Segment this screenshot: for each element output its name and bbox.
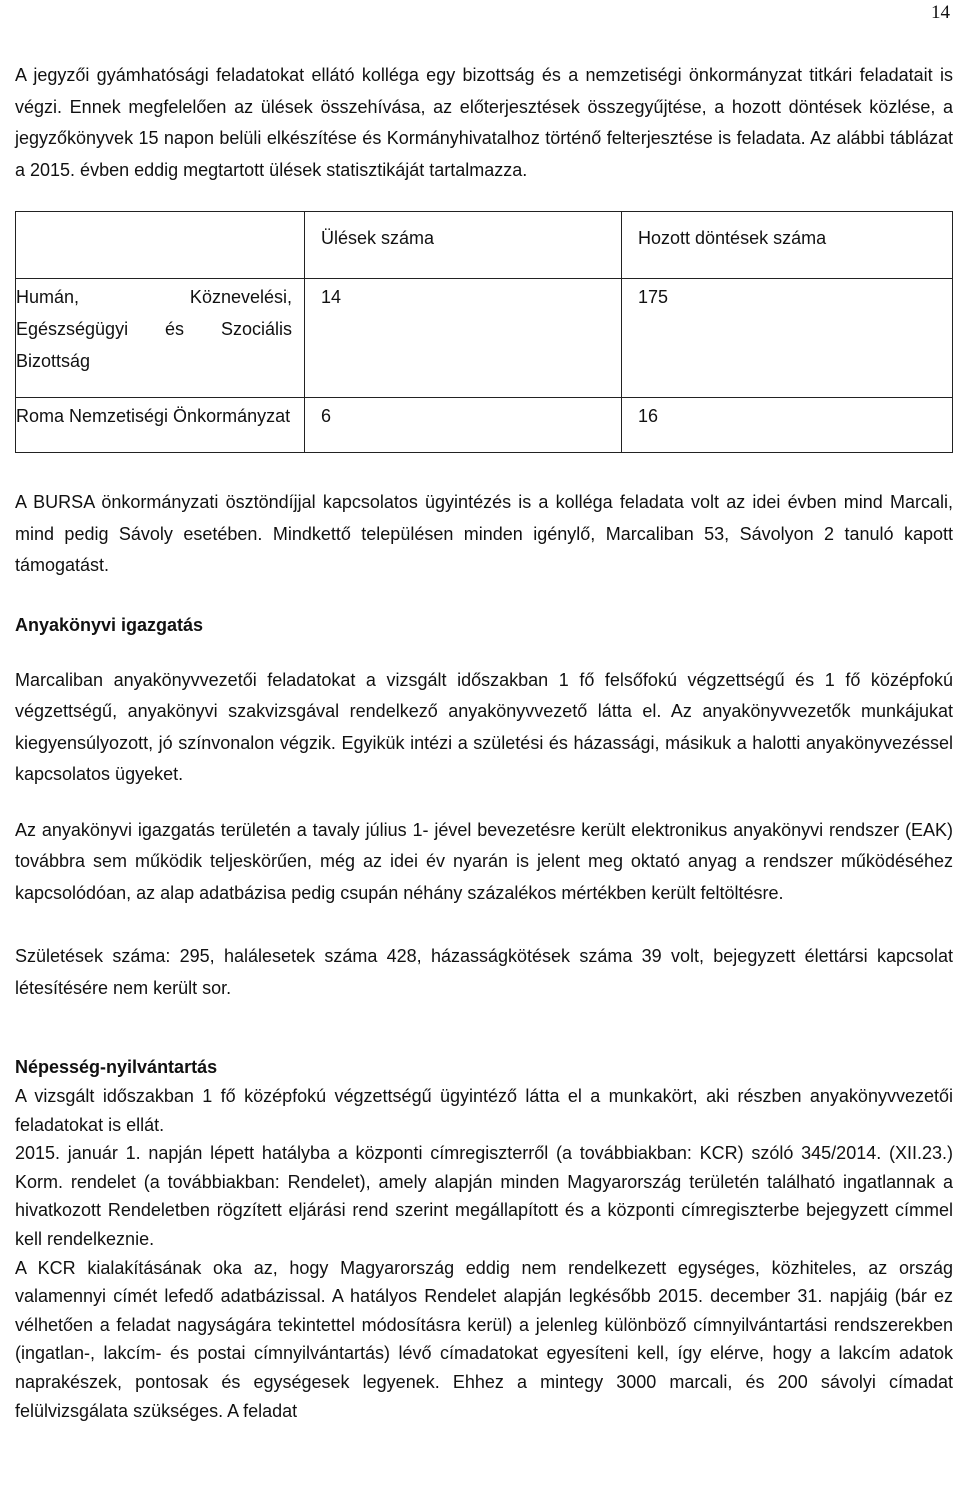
page-number: 14: [931, 2, 950, 23]
population-paragraph-3: A KCR kialakításának oka az, hogy Magyarország eddig nem rendelkezett egységes, közhiteles, az ország valamennyi címét lefedő adatbázissal. A hatályos Rendelet alapján legkésőbb 2015. december 31. napjáig (bár ez vélhetően a feladat nagyságára tekintettel módosításra kerül) a jelenleg különböző címnyilvántartási rendszerekben (ingatlan-, lakcím- és postai címnyilvántartás) lévő címadatokat egyesíteni kell, így elérve, hogy a lakcím adatok naprakészek, pontosak és egységesek legyenek. Ehhez a mintegy 3000 marcali, és 200 sávolyi címadat felülvizsgálata szükséges. A feladat: [15, 1257, 953, 1421]
population-paragraph-1: A vizsgált időszakban 1 fő középfokú végzettségű ügyintéző látta el a munkakört, aki részben anyakönyvvezetői feladatokat is ellát.: [15, 1086, 953, 1135]
table-header-row: [16, 212, 953, 279]
document-body: [15, 60, 953, 1425]
table-cell-decisions: 16: [622, 398, 953, 453]
table-header-sessions: Ülések száma: [305, 212, 622, 279]
population-paragraph-2: 2015. január 1. napján lépett hatályba a központi címregiszterről (a továbbiakban: KCR) szóló 345/2014. (XII.23.) Korm. rendelet (a továbbiakban: Rendelet), amely alapján minden Magyarország területén található ingatlannak a hivatkozott Rendeletben rögzített eljárási rend szerint megállapított és a központi címregiszterbe bejegyzett címmel kell rendelkeznie.: [15, 1143, 953, 1249]
table-header-empty: [16, 212, 305, 279]
table-cell-sessions: 14: [305, 279, 622, 398]
session-stats-table: [15, 211, 953, 453]
population-section-title: Népesség-nyilvántartás: [15, 1057, 218, 1077]
registry-section-title: Anyakönyvi igazgatás: [15, 614, 204, 635]
table-row-label: Humán, Köznevelési, Egészségügyi és Szociális Bizottság: [16, 279, 305, 398]
table-row-label: Roma Nemzetiségi Önkormányzat: [16, 398, 305, 453]
table-cell-sessions: 6: [305, 398, 622, 453]
table-row: [16, 398, 953, 453]
bursa-paragraph: A BURSA önkormányzati ösztöndíjjal kapcsolatos ügyintézés is a kolléga feladata volt az idei évben mind Marcali, mind pedig Sávoly esetében. Mindkettő településen minden igénylő, Marcaliban 53, Sávolyon 2 tanuló kapott támogatást.: [15, 492, 953, 575]
table-row: [16, 279, 953, 398]
table-cell-decisions: 175: [622, 279, 953, 398]
table-header-decisions: Hozott döntések száma: [622, 212, 953, 279]
registry-paragraph-1: Marcaliban anyakönyvvezetői feladatokat a vizsgált időszakban 1 fő felsőfokú végzettségű és 1 fő középfokú végzettségű, anyakönyvi szakvizsgával rendelkező anyakönyvvezető látta el. Az anyakönyvvezetők munkájukat kiegyensúlyozott, jó színvonalon végzik. Egyikük intézi a születési és házassági, másikuk a halotti anyakönyvezéssel kapcsolatos ügyeket.: [15, 669, 953, 784]
registry-paragraph-3: Születések száma: 295, halálesetek száma 428, házasságkötések száma 39 volt, bejegyzett élettársi kapcsolat létesítésére nem került sor.: [15, 946, 953, 998]
registry-paragraph-2: Az anyakönyvi igazgatás területén a tavaly július 1- jével bevezetésre került elektronikus anyakönyvi rendszer (EAK) továbbra sem működik teljeskörűen, még az idei év nyarán is jelent meg oktató anyag a rendszer működéséhez kapcsolódóan, az alap adatbázisa pedig csupán néhány százalékos mértékben került feltöltésre.: [15, 819, 953, 903]
intro-paragraph: A jegyzői gyámhatósági feladatokat ellátó kolléga egy bizottság és a nemzetiségi önkormányzat titkári feladatait is végzi. Ennek megfelelően az ülések összehívása, az előterjesztések összegyűjtése, a hozott döntések közlése, a jegyzőkönyvek 15 napon belüli elkészítése és Kormányhivatalhoz történő felterjesztése is feladata. Az alábbi táblázat a 2015. évben eddig megtartott ülések statisztikáját tartalmazza.: [15, 65, 953, 180]
